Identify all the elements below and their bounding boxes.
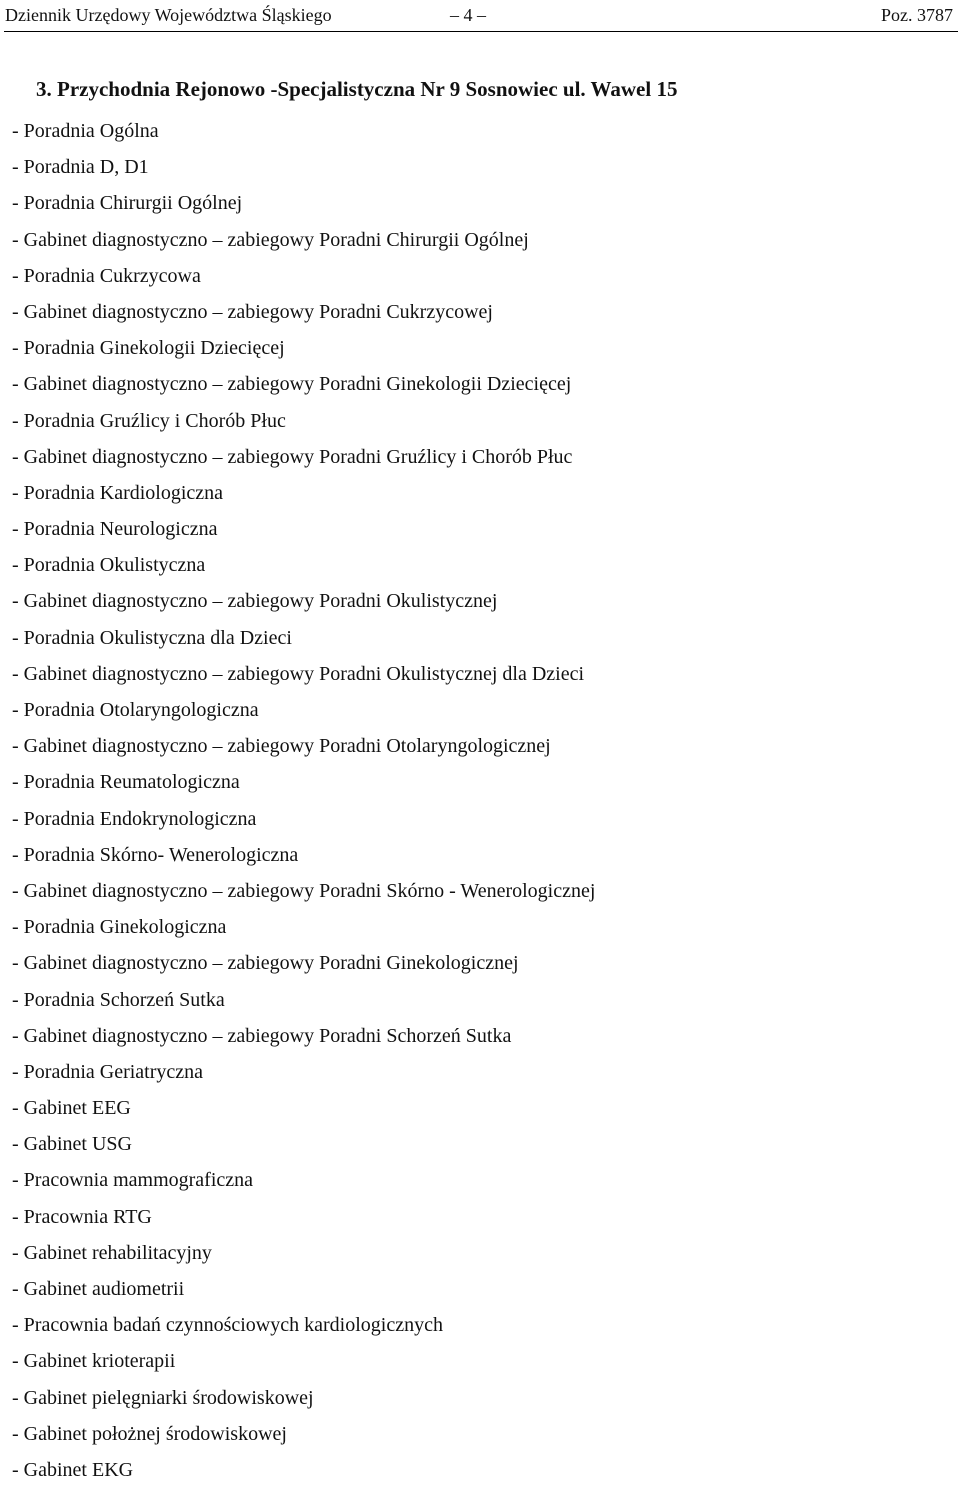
- list-item: - Gabinet diagnostyczno – zabiegowy Poradni Schorzeń Sutka: [12, 1024, 512, 1047]
- list-item: - Poradnia Ogólna: [12, 120, 159, 142]
- list-item: - Gabinet diagnostyczno – zabiegowy Poradni Chirurgii Ogólnej: [12, 228, 529, 251]
- list-item: - Poradnia D, D1: [12, 156, 149, 179]
- list-item: - Poradnia Gruźlicy i Chorób Płuc: [12, 409, 286, 432]
- list-item: - Gabinet USG: [12, 1133, 132, 1156]
- list-item: - Gabinet diagnostyczno – zabiegowy Poradni Ginekologicznej: [12, 952, 519, 975]
- list-item: - Poradnia Chirurgii Ogólnej: [12, 192, 243, 215]
- list-item: - Poradnia Ginekologiczna: [12, 916, 227, 939]
- list-item: - Poradnia Schorzeń Sutka: [12, 988, 225, 1011]
- list-item: - Gabinet diagnostyczno – zabiegowy Poradni Gruźlicy i Chorób Płuc: [12, 445, 573, 468]
- list-item: - Poradnia Skórno- Wenerologiczna: [12, 843, 299, 866]
- list-item: - Poradnia Cukrzycowa: [12, 264, 201, 287]
- list-item: - Poradnia Endokrynologiczna: [12, 807, 257, 830]
- list-item: - Gabinet diagnostyczno – zabiegowy Poradni Ginekologii Dziecięcej: [12, 373, 572, 396]
- journal-title: Dziennik Urzędowy Województwa Śląskiego: [5, 5, 332, 25]
- list-item: - Gabinet diagnostyczno – zabiegowy Poradni Okulistycznej: [12, 590, 498, 613]
- list-item: - Gabinet krioterapii: [12, 1350, 176, 1373]
- list-item: - Gabinet pielęgniarki środowiskowej: [12, 1386, 314, 1409]
- page-header: [5, 3, 955, 27]
- list-item: - Gabinet EKG: [12, 1458, 134, 1481]
- list-item: - Pracownia RTG: [12, 1205, 152, 1228]
- list-item: - Gabinet położnej środowiskowej: [12, 1422, 287, 1445]
- page-number: – 4 –: [450, 5, 486, 25]
- list-item: - Gabinet diagnostyczno – zabiegowy Poradni Otolaryngologicznej: [12, 735, 551, 758]
- list-item: - Gabinet audiometrii: [12, 1278, 185, 1300]
- list-item: - Poradnia Neurologiczna: [12, 518, 218, 541]
- list-item: - Poradnia Ginekologii Dziecięcej: [12, 337, 285, 360]
- list-item: - Pracownia badań czynnościowych kardiologicznych: [12, 1314, 443, 1337]
- section-title: 3. Przychodnia Rejonowo -Specjalistyczna Nr 9 Sosnowiec ul. Wawel 15: [36, 77, 678, 101]
- list-item: - Gabinet rehabilitacyjny: [12, 1241, 212, 1264]
- list-item: - Gabinet diagnostyczno – zabiegowy Poradni Okulistycznej dla Dzieci: [12, 662, 585, 685]
- header-divider: [4, 31, 958, 32]
- list-item: - Poradnia Okulistyczna dla Dzieci: [12, 626, 292, 649]
- list-item: - Poradnia Geriatryczna: [12, 1060, 204, 1083]
- position-number: Poz. 3787: [881, 5, 953, 25]
- list-item: - Gabinet diagnostyczno – zabiegowy Poradni Cukrzycowej: [12, 300, 493, 323]
- list-item: - Pracownia mammograficzna: [12, 1169, 254, 1192]
- list-item: - Poradnia Reumatologiczna: [12, 771, 240, 794]
- clinic-list: [12, 113, 595, 1488]
- list-item: - Gabinet diagnostyczno – zabiegowy Poradni Skórno - Wenerologicznej: [12, 879, 596, 902]
- list-item: - Poradnia Kardiologiczna: [12, 481, 224, 504]
- list-item: - Poradnia Okulistyczna: [12, 554, 206, 577]
- list-item: - Poradnia Otolaryngologiczna: [12, 699, 259, 721]
- list-item: - Gabinet EEG: [12, 1097, 131, 1120]
